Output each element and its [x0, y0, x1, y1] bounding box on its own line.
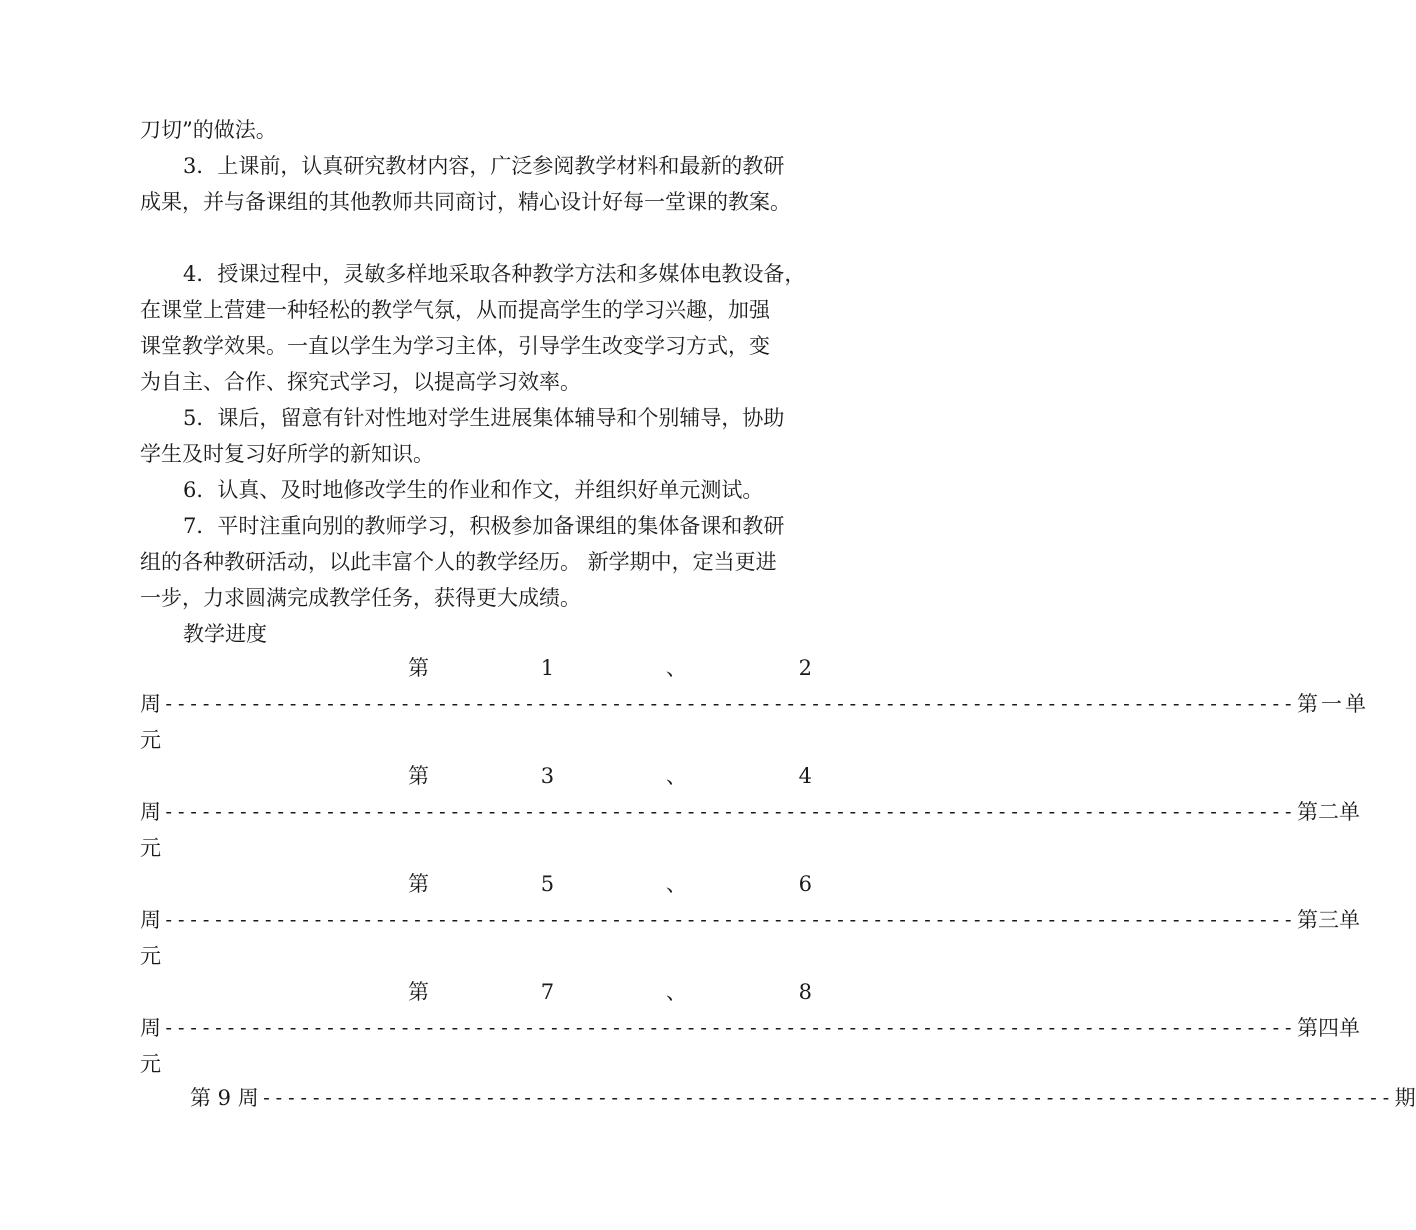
schedule-weeks-row: [408, 653, 812, 683]
text-line: 7．平时注重向别的教师学习，积极参加备课组的集体备课和教研: [183, 514, 785, 538]
schedule-weeks-row: [408, 761, 812, 791]
unit-label: 第三单: [1296, 908, 1360, 932]
text-line: 刀切”的做法。: [140, 118, 277, 142]
text-line: 4．授课过程中，灵敏多样地采取各种教学方法和多媒体电教设备，: [183, 262, 806, 286]
schedule-heading: 教学进度: [183, 622, 267, 646]
week-end: 8: [798, 980, 812, 1004]
week-suffix: 周: [140, 800, 161, 824]
week-start: 7: [540, 980, 555, 1004]
unit-char: 元: [140, 728, 161, 752]
text-line: 组的各种教研活动，以此丰富个人的教学经历。 新学期中，定当更进: [140, 550, 777, 574]
text-line: 成果，并与备课组的其他教师共同商讨，精心设计好每一堂课的教案。: [140, 190, 791, 214]
unit-label: 第二单: [1296, 800, 1360, 824]
week-start: 3: [540, 764, 555, 788]
week-end: 2: [798, 656, 812, 680]
week-start: 1: [540, 656, 555, 680]
schedule-weeks-row: [408, 869, 812, 899]
unit-char: 元: [140, 1052, 161, 1076]
schedule-unit-row: [140, 797, 1360, 827]
unit-label: 第四单: [1296, 1016, 1360, 1040]
text-line: 为自主、合作、探究式学习，以提高学习效率。: [140, 370, 581, 394]
final-week-label: 第 9 周: [190, 1086, 259, 1110]
schedule-unit-row: [140, 689, 1369, 719]
dash-leader: -------------------------------------------------------------------------------------------: [163, 909, 1295, 931]
week-separator: 、: [665, 764, 687, 788]
week-start: 5: [540, 872, 555, 896]
unit-label: 第一单: [1296, 692, 1369, 716]
text-line: 学生及时复习好所学的新知识。: [140, 442, 434, 466]
final-week-tail: 期: [1394, 1086, 1416, 1110]
week-prefix: 第: [408, 980, 429, 1004]
schedule-weeks-row: [408, 977, 812, 1007]
schedule-final-row: [190, 1083, 1416, 1113]
unit-char: 元: [140, 836, 161, 860]
text-line: 在课堂上营建一种轻松的教学气氛，从而提高学生的学习兴趣，加强: [140, 298, 770, 322]
week-suffix: 周: [140, 1016, 161, 1040]
week-prefix: 第: [408, 656, 429, 680]
week-separator: 、: [665, 872, 687, 896]
text-line: 一步，力求圆满完成教学任务，获得更大成绩。: [140, 586, 581, 610]
dash-leader: -------------------------------------------------------------------------------------------: [260, 1087, 1393, 1109]
text-line: 6．认真、及时地修改学生的作业和作文，并组织好单元测试。: [183, 478, 764, 502]
dash-leader: -------------------------------------------------------------------------------------------: [163, 693, 1295, 715]
week-separator: 、: [665, 656, 687, 680]
dash-leader: -------------------------------------------------------------------------------------------: [163, 801, 1295, 823]
text-line: 课堂教学效果。一直以学生为学习主体，引导学生改变学习方式，变: [140, 334, 770, 358]
week-prefix: 第: [408, 764, 429, 788]
week-prefix: 第: [408, 872, 429, 896]
week-suffix: 周: [140, 692, 161, 716]
text-line: 3．上课前，认真研究教材内容，广泛参阅教学材料和最新的教研: [183, 154, 785, 178]
week-end: 6: [798, 872, 812, 896]
schedule-unit-row: [140, 905, 1360, 935]
unit-char: 元: [140, 944, 161, 968]
schedule-unit-row: [140, 1013, 1360, 1043]
text-line: 5．课后，留意有针对性地对学生进展集体辅导和个别辅导，协助: [183, 406, 785, 430]
week-suffix: 周: [140, 908, 161, 932]
week-end: 4: [798, 764, 812, 788]
week-separator: 、: [665, 980, 687, 1004]
dash-leader: -------------------------------------------------------------------------------------------: [163, 1017, 1295, 1039]
